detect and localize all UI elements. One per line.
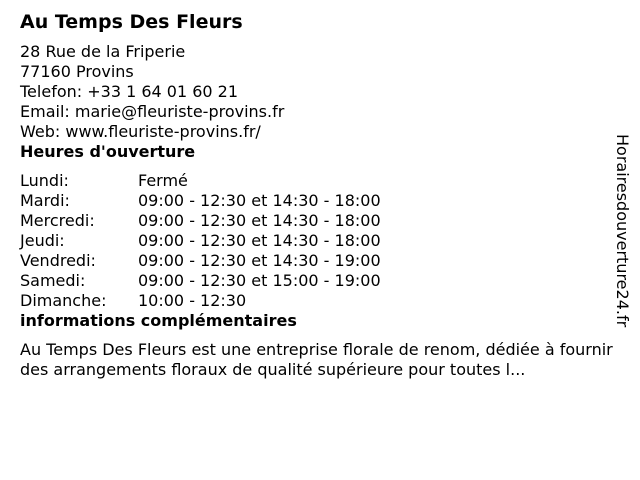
opening-hours-list bbox=[20, 171, 620, 311]
day-label: Jeudi: bbox=[20, 231, 65, 250]
website-address: Web: www.fleuriste-provins.fr/ bbox=[20, 122, 261, 141]
hours-row bbox=[20, 251, 620, 271]
hours-heading: Heures d'ouverture bbox=[20, 142, 196, 161]
day-label: Mardi: bbox=[20, 191, 70, 210]
day-label: Vendredi: bbox=[20, 251, 96, 270]
hours-row bbox=[20, 271, 620, 291]
phone-number: Telefon: +33 1 64 01 60 21 bbox=[20, 82, 239, 101]
info-heading: informations complémentaires bbox=[20, 311, 297, 330]
hours-row bbox=[20, 231, 620, 251]
site-watermark: Horairesdouverture24.fr bbox=[613, 134, 632, 328]
street-address: 28 Rue de la Friperie bbox=[20, 42, 186, 61]
day-hours: 09:00 - 12:30 et 14:30 - 18:00 bbox=[138, 191, 381, 210]
day-label: Samedi: bbox=[20, 271, 86, 290]
day-label: Lundi: bbox=[20, 171, 69, 190]
hours-row bbox=[20, 171, 620, 191]
business-card bbox=[20, 8, 620, 380]
day-hours: 09:00 - 12:30 et 15:00 - 19:00 bbox=[138, 271, 381, 290]
day-label: Mercredi: bbox=[20, 211, 95, 230]
contact-details bbox=[20, 42, 620, 142]
hours-row bbox=[20, 211, 620, 231]
day-hours: 09:00 - 12:30 et 14:30 - 18:00 bbox=[138, 231, 381, 250]
info-description: Au Temps Des Fleurs est une entreprise florale de renom, dédiée à fournir des arrangements floraux de qualité supérieure pour toutes l... bbox=[20, 340, 613, 379]
hours-row bbox=[20, 191, 620, 211]
hours-row bbox=[20, 291, 620, 311]
business-name: Au Temps Des Fleurs bbox=[20, 11, 243, 33]
day-label: Dimanche: bbox=[20, 291, 107, 310]
city-address: 77160 Provins bbox=[20, 62, 134, 81]
day-hours: 09:00 - 12:30 et 14:30 - 19:00 bbox=[138, 251, 381, 270]
day-hours: 10:00 - 12:30 bbox=[138, 291, 247, 310]
email-address: Email: marie@fleuriste-provins.fr bbox=[20, 102, 285, 121]
day-hours: 09:00 - 12:30 et 14:30 - 18:00 bbox=[138, 211, 381, 230]
day-hours: Fermé bbox=[138, 171, 188, 190]
